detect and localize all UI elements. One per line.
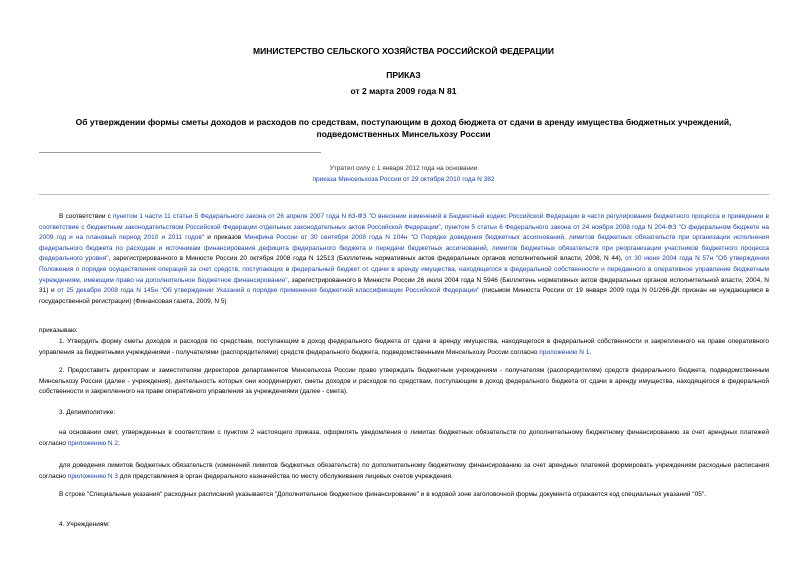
paragraph-3-a <box>39 428 769 449</box>
appendix-2-link[interactable]: приложению N 2 <box>67 439 118 447</box>
repeal-order-link[interactable]: приказа Минсельхоза России от 29 октября 2010 года N 382 <box>312 176 495 183</box>
text: , зарегистрированного в Минюсте России 20 октября 2008 года N 12513 (Бюллетень нормативных актов федеральных органов исполнительной власти, 2008, N 44), <box>108 255 626 263</box>
minfin-104n-link[interactable]: Минфина России от 30 сентября 2008 года N 104н "О Порядке доведения бюджетных ассигнований, лимитов бюджетных обязательств при организации исполнения федерального бюджета по расходам и источникам финансирования дефицита федерального бюджета и передачи бюджетных ассигнований, лимитов бюджетных обязательств при реорганизации участников бюджетного процесса федерального уровня" <box>39 234 769 263</box>
text: (письмом Минюста России от 19 января 2009 года N 01/266-ДК признан не нуждающимся в государственной регистрации) (Финансовая газета, 2009, N 5) <box>39 287 769 305</box>
paragraph-4-title: 4. Учреждениям: <box>59 521 110 528</box>
order-heading: ПРИКАЗ <box>386 70 421 80</box>
document-title-line: Об утверждении формы сметы доходов и расходов по средствам, поступающим в доход бюджета от сдачи в аренду имущества бюджетных учреждений, <box>75 117 732 127</box>
text: , <box>440 223 445 231</box>
minfin-145n-link[interactable]: от 25 декабря 2008 года N 145н "Об утверждении Указаний о порядке применения бюджетной классификации Российской Федерации" <box>57 287 480 295</box>
text: . <box>589 348 592 356</box>
paragraph-3-b <box>39 461 769 482</box>
order-date: от 2 марта 2009 года N 81 <box>350 86 457 96</box>
appendix-3-link[interactable]: приложению N 3 <box>67 472 118 480</box>
order-verb: приказываю: <box>39 327 78 334</box>
text: для доведения лимитов бюджетных обязательств (изменений лимитов бюджетных обязательств) по дополнительному бюджетному финансированию за счет арендных платежей формировать учреждениям расходные расписания согласно <box>39 462 769 480</box>
status-link-row <box>0 176 807 183</box>
minfin-57n-link[interactable]: от 30 июня 2004 года N 57н "Об утверждении Положения о порядке осуществления операций за счет средств, поступающих в федеральный бюджет от сдачи в аренду имущества, находящегося в федеральной собственности и переданного в оперативное управление бюджетным учреждениям, имеющим право на дополнительное бюджетное финансирование" <box>39 255 769 284</box>
status-note: Утратил силу с 1 января 2012 года на основании <box>329 165 478 172</box>
ministry-heading: МИНИСТЕРСТВО СЕЛЬСКОГО ХОЗЯЙСТВА РОССИЙСКОЙ ФЕДЕРАЦИИ <box>253 46 554 56</box>
law-63fz-link[interactable]: пунктом 1 части 11 статьи 5 Федерального закона от 26 апреля 2007 года N 63-ФЗ "О внесении изменений в Бюджетный кодекс Российской Федерации в части регулирования бюджетного процесса и приведении в соответствие с бюджетным законодательством Российской Федерации отдельных законодательных актов Российской Федерации" <box>39 213 769 231</box>
paragraph-3-c: В строке "Специальные указания" расходных расписаний указывается "Дополнительное бюджетное финансирование" и в кодовой зоне заголовочной формы документа отражается код специальных указаний "05". <box>59 491 706 498</box>
document-title <box>0 116 807 140</box>
text: 1. Утвердить форму сметы доходов и расходов по средствам, поступающим в доход федерального бюджета от сдачи в аренду имущества, находящегося в федеральной собственности и закрепленного на праве оперативного управления за бюджетными учреждениями - получателями (распорядителями) средств федерального бюджета, подведомственными Минсельхозу России согласно <box>39 338 769 356</box>
text: ; <box>118 439 120 447</box>
text: и приказов <box>204 234 245 242</box>
preamble-paragraph <box>39 212 769 307</box>
appendix-1-link[interactable]: приложению N 1 <box>539 348 590 356</box>
divider <box>39 194 769 195</box>
text: для представления в орган федерального казначейства по месту обслуживания лицевых счетов учреждения. <box>118 472 453 480</box>
paragraph-1 <box>39 337 769 358</box>
text: на основании смет, утвержденных в соответствии с пунктом 2 настоящего приказа, оформлять уведомления о лимитах бюджетных обязательств по дополнительному бюджетному финансированию за счет арендных платежей согласно <box>39 429 769 447</box>
law-204fz-link[interactable]: пунктом 5 статьи 6 Федерального закона от 24 ноября 2008 года N 204-ФЗ "О федеральном бюджете на 2009 год и на плановый период 2010 и 2011 годов" <box>39 223 769 242</box>
divider <box>39 152 321 153</box>
paragraph-2: 2. Предоставить директорам и заместителям директоров департаментов Минсельхоза России право утверждать бюджетным учреждениям - получателям (распорядителям) средств федерального бюджета, подведомственным Минсельхозу России (далее - учреждения), деятельность которых они координируют, сметы доходов и расходов по средствам, поступающим в доход федерального бюджета от сдачи в аренду имущества, находящегося в федеральной собственности и закрепленного на праве оперативного управления за учреждениями (далее - смета). <box>39 367 769 396</box>
text: , зарегистрированного в Минюсте России 26 июля 2004 года N 5946 (Бюллетень нормативных актов федеральных органов исполнительной власти, 2004, N 31) и <box>39 276 770 295</box>
paragraph-3-title: 3. Депимполитике: <box>59 409 116 416</box>
text: В соответствии с <box>59 213 113 220</box>
document-title-line: подведомственных Минсельхозу России <box>316 129 491 139</box>
